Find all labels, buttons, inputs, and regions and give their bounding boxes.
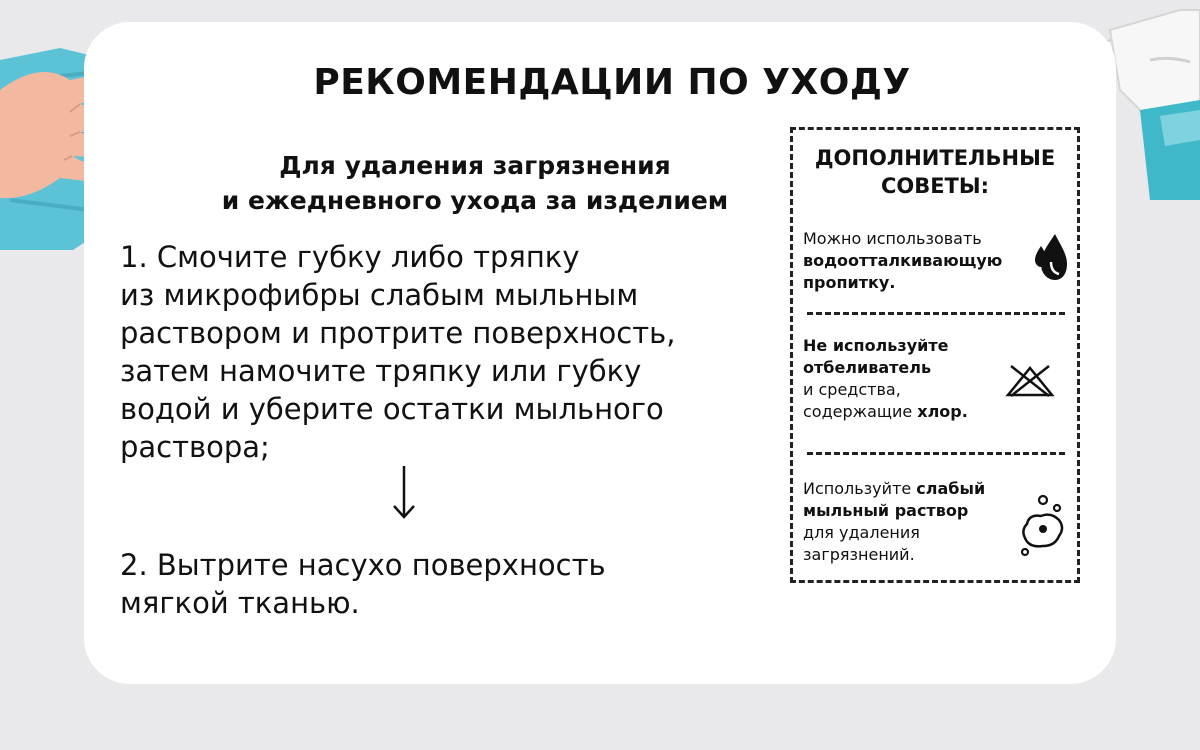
subtitle-line: и ежедневного ухода за изделием	[221, 186, 729, 215]
tip-divider	[807, 452, 1065, 455]
tip-line: и средства,	[803, 380, 901, 399]
tips-title	[793, 144, 1077, 200]
tip-line: водоотталкивающую	[803, 251, 1003, 270]
step-line: из микрофибры слабым мыльным	[120, 278, 639, 312]
water-drops-icon	[1033, 232, 1069, 282]
tip-line: Можно использовать	[803, 229, 982, 248]
step-2-text	[120, 546, 606, 622]
instructions-subtitle	[170, 148, 780, 218]
tip-line: отбеливатель	[803, 358, 932, 377]
tip-line: содержащие хлор.	[803, 402, 968, 421]
tip-line: загрязнений.	[803, 545, 915, 564]
soap-bubbles-icon	[1019, 494, 1067, 558]
tips-title-line: ДОПОЛНИТЕЛЬНЫЕ	[814, 146, 1056, 170]
additional-tips-box	[790, 127, 1080, 583]
tip-divider	[807, 312, 1065, 315]
step-line: 1. Смочите губку либо тряпку	[120, 240, 580, 274]
step-1-text	[120, 238, 675, 466]
tips-title-line: СОВЕТЫ:	[880, 174, 990, 198]
step-line: затем намочите тряпку или губку	[120, 354, 642, 388]
page-title: РЕКОМЕНДАЦИИ ПО УХОДУ	[313, 62, 911, 103]
arrow-down-icon	[386, 462, 422, 522]
tip-line: мыльный раствор	[803, 501, 969, 520]
step-line: водой и уберите остатки мыльного	[120, 392, 664, 426]
no-bleach-icon	[1005, 362, 1055, 398]
subtitle-line: Для удаления загрязнения	[279, 151, 671, 180]
tip-line: пропитку.	[803, 273, 896, 292]
step-line: 2. Вытрите насухо поверхность	[120, 548, 606, 582]
tip-line: Используйте слабый	[803, 479, 986, 498]
step-line: мягкой тканью.	[120, 586, 360, 620]
step-line: раствора;	[120, 430, 270, 464]
tip-line: для удаления	[803, 523, 920, 542]
tip-line: Не используйте	[803, 336, 949, 355]
step-line: раствором и протрите поверхность,	[120, 316, 676, 350]
